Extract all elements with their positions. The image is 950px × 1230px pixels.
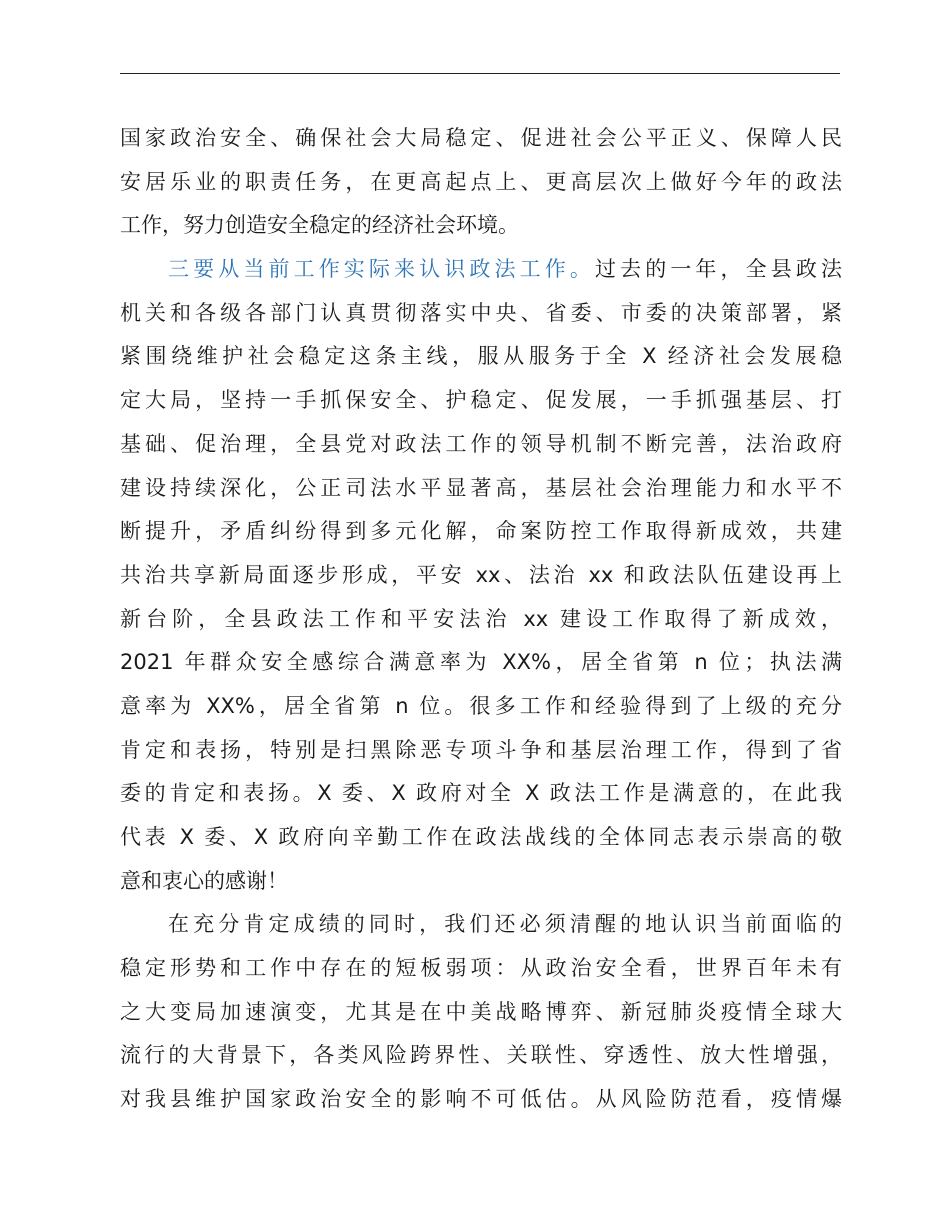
text-line: 共治共享新局面逐步形成，平安 xx、法治 xx 和政法队伍建设再上: [120, 562, 842, 587]
text-line: 建设持续深化，公正司法水平显著高，基层社会治理能力和水平不: [120, 475, 842, 500]
text-line: 2021 年群众安全感综合满意率为 XX%，居全省第 n 位；执法满: [120, 650, 842, 675]
section-heading: 三要从当前工作实际来认识政法工作。: [168, 257, 595, 282]
text-line: 委的肯定和表扬。X 委、X 政府对全 X 政法工作是满意的，在此我: [120, 781, 842, 806]
text-line: 肯定和表扬，特别是扫黑除恶专项斗争和基层治理工作，得到了省: [120, 737, 842, 762]
text-line: 新台阶，全县政法工作和平安法治 xx 建设工作取得了新成效，: [120, 606, 842, 631]
text-line: 在充分肯定成绩的同时，我们还必须清醒的地认识当前面临的: [168, 912, 842, 937]
text-line: 之大变局加速演变，尤其是在中美战略博弈、新冠肺炎疫情全球大: [120, 999, 842, 1024]
text-line: 安居乐业的职责任务，在更高起点上、更高层次上做好今年的政法: [120, 169, 842, 194]
text-line: 国家政治安全、确保社会大局稳定、促进社会公平正义、保障人民: [120, 126, 842, 150]
header-rule: [120, 73, 840, 74]
text-line: 定大局，坚持一手抓保安全、护稳定、促发展，一手抓强基层、打: [120, 388, 842, 413]
text-line: 工作，努力创造安全稳定的经济社会环境。: [120, 213, 519, 238]
text-line: 流行的大背景下，各类风险跨界性、关联性、穿透性、放大性增强，: [120, 1043, 842, 1068]
text-line: 断提升，矛盾纠纷得到多元化解，命案防控工作取得新成效，共建: [120, 519, 842, 544]
text-line: 机关和各级各部门认真贯彻落实中央、省委、市委的决策部署，紧: [120, 300, 842, 325]
text-line: 稳定形势和工作中存在的短板弱项：从政治安全看，世界百年未有: [120, 956, 842, 981]
text-line: 意和衷心的感谢！: [120, 868, 288, 893]
text-line: 基础、促治理，全县党对政法工作的领导机制不断完善，法治政府: [120, 431, 842, 456]
text-line: 代表 X 委、X 政府向辛勤工作在政法战线的全体同志表示崇高的敬: [120, 825, 842, 849]
text-line: 紧围绕维护社会稳定这条主线，服从服务于全 X 经济社会发展稳: [120, 344, 842, 369]
text-line: 对我县维护国家政治安全的影响不可低估。从风险防范看，疫情爆: [120, 1087, 842, 1112]
text-line-rest: 过去的一年，全县政法: [594, 257, 843, 282]
body-text: [120, 117, 842, 1122]
text-line: 意率为 XX%，居全省第 n 位。很多工作和经验得到了上级的充分: [120, 693, 842, 718]
text-line: [120, 248, 842, 292]
